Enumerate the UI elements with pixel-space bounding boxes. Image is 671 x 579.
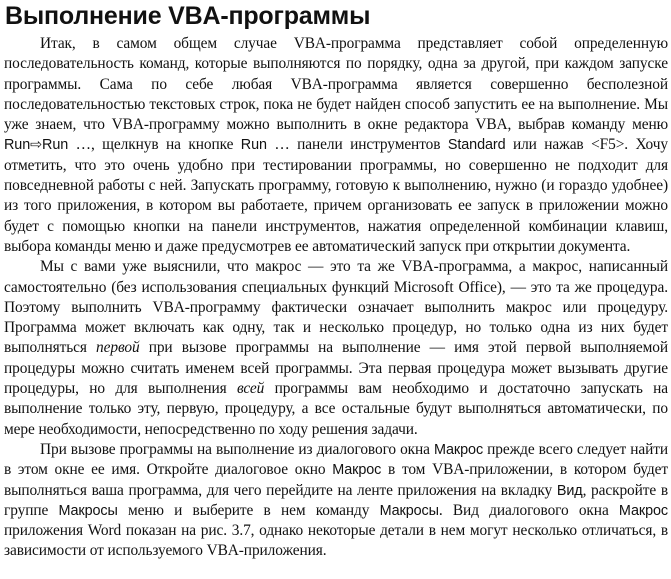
paragraph-2: [4, 257, 668, 440]
view-tab-label: Вид: [556, 482, 583, 499]
paragraph-1: [4, 34, 668, 257]
paragraph-3-text-1: При вызове программы на выполнение из диалогового окна: [40, 440, 434, 458]
macro-dialog-label-1: Макрос: [433, 441, 484, 458]
macro-dialog-label-3: Макрос: [618, 502, 668, 519]
emphasis-whole: всей: [237, 380, 265, 398]
paragraph-3: [4, 440, 668, 562]
paragraph-3-text-6: . Вид диалогового окна: [438, 501, 619, 519]
paragraph-3-text-2: прежде всего следует найти в этом окне ее имя. Откройте диалоговое окно: [4, 440, 668, 479]
standard-toolbar-label: Standard: [447, 137, 506, 154]
paragraph-3-text-4: , раскройте в группе: [4, 481, 668, 519]
macros-command-label: Макросы: [379, 502, 439, 519]
run-button-label: Run: [240, 137, 267, 154]
macro-dialog-label-2: Макрос: [332, 462, 382, 479]
paragraph-3-text-7: приложения Word показан на рис. 3.7, однако некоторые детали в нем могут несколько отличаться, в зависимости от используемого VBA-приложения.: [4, 522, 668, 560]
menu-command-run: Run⇨Run: [4, 137, 69, 154]
paragraph-2-text-1: Мы с вами уже выяснили, что макрос — это та же VBA-программа, а макрос, написанный самостоятельно (без использования специальных функций Microsoft Office), — это та же процедура. Поэтому выполнить VBA-программу фактически означает выполнить макрос или процедуру. Программа может включать как одну, так и несколько процедур, но только одна из них будет выполняться: [4, 258, 668, 357]
emphasis-first: первой: [96, 339, 140, 357]
paragraph-1-text-1: Итак, в самом общем случае VBA-программа представляет собой определенную последовательность команд, которые выполняются по порядку, одна за другой, при каждом запуске программы. Сама по себе любая VBA-программа является совершенно бесполезной последовательностью текстовых строк, пока не будет найден способ запустить ее на выполнение. Мы уже знаем, что VBA-программу можно выполнить в окне редактора VBA, выбрав команду меню: [4, 35, 668, 134]
paragraph-1-text-3: … панели инструментов: [266, 136, 448, 154]
paragraph-2-text-2: при вызове программы на выполнение — имя этой первой выполняемой процедуры можно считать именем всей программы. Эта первая процедура может вызывать другие процедуры, но для выполнения: [4, 339, 668, 398]
paragraph-3-text-5: меню и выберите в нем команду: [117, 501, 380, 519]
paragraph-1-text-2: …, щелкнув на кнопке: [68, 136, 241, 154]
macros-group-label: Макросы: [58, 502, 118, 519]
paragraph-1-text-4: или нажав <F5>. Хочу отметить, что это очень удобно при тестировании программы, но совершенно не подходит для повседневной работы с ней. Запускать программу, готовую к выполнению, нужно (и гораздо удобнее) из того приложения, в котором вы работаете, причем организовать ее запуск в приложении можно будет с помощью кнопки на панели инструментов, нажатия определенной комбинации клавиш, выбора команды меню и даже предусмотрев ее автоматический запуск при открытии документа.: [4, 136, 668, 255]
paragraph-3-text-3: в том VBA-приложении, в котором будет выполняться ваша программа, для чего перейдите на ленте приложения на вкладку: [4, 461, 668, 499]
section-heading: Выполнение VBA-программы: [5, 2, 371, 30]
book-page: [4, 0, 668, 579]
paragraph-2-text-3: программы вам необходимо и достаточно запускать на выполнение только эту, первую, процедуру, а все остальные будут выполняться автоматически, по мере необходимости, непосредственно по ходу решения задачи.: [4, 380, 668, 438]
